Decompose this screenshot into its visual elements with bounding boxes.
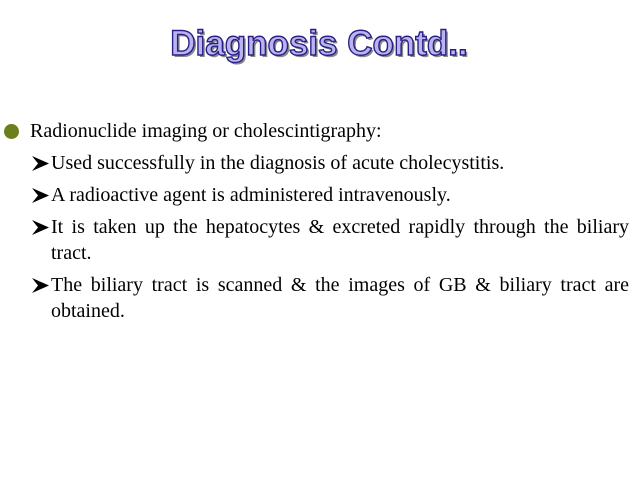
arrow-bullet-icon: [31, 277, 50, 294]
filled-circle-icon: [4, 124, 19, 139]
slide-title: Diagnosis Contd..: [170, 24, 468, 63]
arrow-bullet-icon: [31, 155, 50, 172]
main-bullet-text: Radionuclide imaging or cholescintigraphy:: [30, 120, 382, 142]
arrow-bullet-icon: [31, 187, 50, 204]
arrow-bullet-icon: [31, 219, 50, 236]
main-bullet-item: [0, 117, 638, 145]
sub-bullet-item: [0, 150, 638, 176]
sub-bullet-text: A radioactive agent is administered intravenously.: [51, 184, 451, 206]
bullet-list: [0, 117, 638, 330]
sub-bullet-text: The biliary tract is scanned & the images of GB & biliary tract are obtained.: [51, 274, 629, 322]
sub-bullet-item: [0, 272, 638, 324]
sub-bullet-item: [0, 214, 638, 266]
sub-bullet-text: Used successfully in the diagnosis of acute cholecystitis.: [51, 152, 505, 174]
sub-bullet-item: [0, 182, 638, 208]
sub-bullet-text: It is taken up the hepatocytes & excreted rapidly through the biliary tract.: [51, 216, 629, 264]
